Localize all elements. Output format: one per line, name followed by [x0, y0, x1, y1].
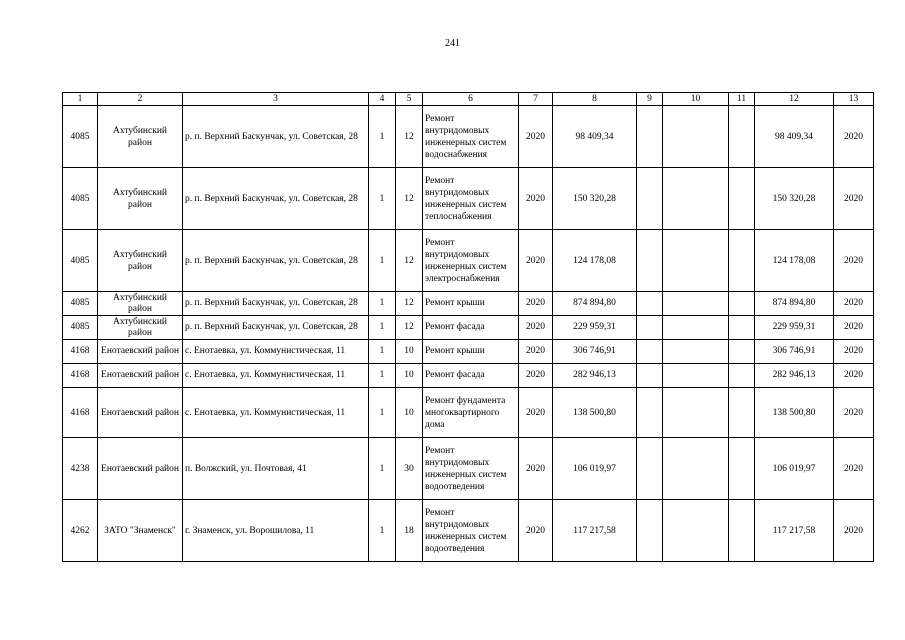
cell-year: 2020 — [519, 292, 553, 316]
cell-address: р. п. Верхний Баскунчак, ул. Советская, 28 — [183, 292, 369, 316]
column-header: 11 — [729, 93, 755, 106]
cell-col4: 1 — [369, 292, 396, 316]
cell-total: 282 946,13 — [755, 364, 834, 388]
cell-col9 — [637, 500, 663, 562]
cell-address: с. Енотаевка, ул. Коммунистическая, 11 — [183, 340, 369, 364]
cell-year: 2020 — [519, 438, 553, 500]
cell-col5: 12 — [396, 316, 423, 340]
cell-col11 — [729, 168, 755, 230]
cell-total: 150 320,28 — [755, 168, 834, 230]
page-number: 241 — [445, 38, 460, 49]
cell-col4: 1 — [369, 340, 396, 364]
cell-address: г. Знаменск, ул. Ворошилова, 11 — [183, 500, 369, 562]
cell-object-id: 4168 — [63, 388, 98, 438]
cell-end-year: 2020 — [834, 438, 874, 500]
cell-total: 124 178,08 — [755, 230, 834, 292]
cell-district: Ахтубинский район — [98, 168, 183, 230]
cell-col11 — [729, 388, 755, 438]
table-row — [63, 388, 874, 438]
cell-district: Ахтубинский район — [98, 316, 183, 340]
cell-work-type: Ремонт фундамента многоквартирного дома — [423, 388, 519, 438]
cell-object-id: 4168 — [63, 364, 98, 388]
cell-address: п. Волжский, ул. Почтовая, 41 — [183, 438, 369, 500]
table-header-row — [63, 93, 874, 106]
cell-col4: 1 — [369, 364, 396, 388]
table-row — [63, 292, 874, 316]
column-header: 5 — [396, 93, 423, 106]
column-header: 8 — [553, 93, 637, 106]
cell-object-id: 4085 — [63, 106, 98, 168]
cell-total: 306 746,91 — [755, 340, 834, 364]
cell-total: 106 019,97 — [755, 438, 834, 500]
table-row — [63, 500, 874, 562]
cell-col4: 1 — [369, 168, 396, 230]
cell-col9 — [637, 168, 663, 230]
table-row — [63, 316, 874, 340]
cell-cost: 124 178,08 — [553, 230, 637, 292]
cell-col5: 12 — [396, 168, 423, 230]
cell-object-id: 4238 — [63, 438, 98, 500]
cell-year: 2020 — [519, 500, 553, 562]
cell-end-year: 2020 — [834, 500, 874, 562]
cell-col4: 1 — [369, 388, 396, 438]
cell-total: 229 959,31 — [755, 316, 834, 340]
column-header: 12 — [755, 93, 834, 106]
cell-year: 2020 — [519, 364, 553, 388]
cell-col11 — [729, 230, 755, 292]
cell-total: 117 217,58 — [755, 500, 834, 562]
cell-end-year: 2020 — [834, 230, 874, 292]
cell-col9 — [637, 106, 663, 168]
table-row — [63, 438, 874, 500]
cell-end-year: 2020 — [834, 316, 874, 340]
cell-col11 — [729, 292, 755, 316]
cell-cost: 874 894,80 — [553, 292, 637, 316]
cell-col9 — [637, 230, 663, 292]
cell-col4: 1 — [369, 106, 396, 168]
cell-work-type: Ремонт крыши — [423, 292, 519, 316]
column-header: 6 — [423, 93, 519, 106]
cell-cost: 98 409,34 — [553, 106, 637, 168]
cell-col4: 1 — [369, 438, 396, 500]
cell-col10 — [663, 438, 729, 500]
cell-district: Ахтубинский район — [98, 230, 183, 292]
column-header: 2 — [98, 93, 183, 106]
cell-col4: 1 — [369, 500, 396, 562]
column-header: 4 — [369, 93, 396, 106]
cell-end-year: 2020 — [834, 388, 874, 438]
cell-object-id: 4262 — [63, 500, 98, 562]
cell-col10 — [663, 168, 729, 230]
column-header: 1 — [63, 93, 98, 106]
cell-total: 874 894,80 — [755, 292, 834, 316]
cell-col5: 12 — [396, 106, 423, 168]
cell-work-type: Ремонт внутридомовых инженерных систем теплоснабжения — [423, 168, 519, 230]
cell-address: р. п. Верхний Баскунчак, ул. Советская, 28 — [183, 230, 369, 292]
cell-col4: 1 — [369, 316, 396, 340]
cell-district: Енотаевский район — [98, 438, 183, 500]
cell-end-year: 2020 — [834, 340, 874, 364]
cell-cost: 306 746,91 — [553, 340, 637, 364]
cell-col10 — [663, 316, 729, 340]
cell-col9 — [637, 388, 663, 438]
cell-address: с. Енотаевка, ул. Коммунистическая, 11 — [183, 364, 369, 388]
cell-year: 2020 — [519, 340, 553, 364]
table-row — [63, 230, 874, 292]
cell-col11 — [729, 364, 755, 388]
cell-col5: 10 — [396, 388, 423, 438]
table-row — [63, 106, 874, 168]
cell-col5: 12 — [396, 230, 423, 292]
cell-district: ЗАТО "Знаменск" — [98, 500, 183, 562]
cell-col10 — [663, 500, 729, 562]
cell-end-year: 2020 — [834, 292, 874, 316]
cell-col9 — [637, 340, 663, 364]
cell-col4: 1 — [369, 230, 396, 292]
cell-col10 — [663, 106, 729, 168]
column-header: 13 — [834, 93, 874, 106]
cell-col11 — [729, 316, 755, 340]
cell-address: р. п. Верхний Баскунчак, ул. Советская, 28 — [183, 106, 369, 168]
repair-register-table — [62, 92, 874, 562]
cell-work-type: Ремонт крыши — [423, 340, 519, 364]
cell-cost: 229 959,31 — [553, 316, 637, 340]
cell-cost: 150 320,28 — [553, 168, 637, 230]
cell-col10 — [663, 292, 729, 316]
cell-object-id: 4085 — [63, 230, 98, 292]
cell-work-type: Ремонт фасада — [423, 364, 519, 388]
cell-col10 — [663, 340, 729, 364]
cell-district: Енотаевский район — [98, 388, 183, 438]
cell-district: Енотаевский район — [98, 364, 183, 388]
cell-cost: 138 500,80 — [553, 388, 637, 438]
cell-work-type: Ремонт внутридомовых инженерных систем водоотведения — [423, 438, 519, 500]
column-header: 3 — [183, 93, 369, 106]
cell-col9 — [637, 316, 663, 340]
table-row — [63, 168, 874, 230]
column-header: 7 — [519, 93, 553, 106]
cell-col9 — [637, 292, 663, 316]
cell-address: с. Енотаевка, ул. Коммунистическая, 11 — [183, 388, 369, 438]
cell-year: 2020 — [519, 316, 553, 340]
column-header: 10 — [663, 93, 729, 106]
cell-district: Ахтубинский район — [98, 292, 183, 316]
cell-col9 — [637, 438, 663, 500]
cell-col11 — [729, 438, 755, 500]
cell-total: 138 500,80 — [755, 388, 834, 438]
column-header: 9 — [637, 93, 663, 106]
cell-end-year: 2020 — [834, 364, 874, 388]
cell-work-type: Ремонт внутридомовых инженерных систем водоснабжения — [423, 106, 519, 168]
cell-year: 2020 — [519, 388, 553, 438]
cell-col10 — [663, 230, 729, 292]
cell-col5: 10 — [396, 340, 423, 364]
cell-object-id: 4085 — [63, 292, 98, 316]
cell-object-id: 4085 — [63, 316, 98, 340]
cell-cost: 117 217,58 — [553, 500, 637, 562]
cell-col10 — [663, 388, 729, 438]
cell-col5: 18 — [396, 500, 423, 562]
cell-col5: 10 — [396, 364, 423, 388]
table-row — [63, 340, 874, 364]
cell-end-year: 2020 — [834, 106, 874, 168]
cell-year: 2020 — [519, 230, 553, 292]
cell-cost: 106 019,97 — [553, 438, 637, 500]
cell-district: Енотаевский район — [98, 340, 183, 364]
cell-col11 — [729, 500, 755, 562]
cell-total: 98 409,34 — [755, 106, 834, 168]
cell-district: Ахтубинский район — [98, 106, 183, 168]
cell-year: 2020 — [519, 106, 553, 168]
cell-col5: 30 — [396, 438, 423, 500]
cell-year: 2020 — [519, 168, 553, 230]
cell-work-type: Ремонт внутридомовых инженерных систем электроснабжения — [423, 230, 519, 292]
cell-col9 — [637, 364, 663, 388]
cell-end-year: 2020 — [834, 168, 874, 230]
table-row — [63, 364, 874, 388]
cell-object-id: 4085 — [63, 168, 98, 230]
cell-address: р. п. Верхний Баскунчак, ул. Советская, 28 — [183, 168, 369, 230]
cell-object-id: 4168 — [63, 340, 98, 364]
cell-col11 — [729, 340, 755, 364]
cell-address: р. п. Верхний Баскунчак, ул. Советская, 28 — [183, 316, 369, 340]
cell-work-type: Ремонт внутридомовых инженерных систем водоотведения — [423, 500, 519, 562]
cell-col11 — [729, 106, 755, 168]
cell-col5: 12 — [396, 292, 423, 316]
cell-work-type: Ремонт фасада — [423, 316, 519, 340]
cell-col10 — [663, 364, 729, 388]
cell-cost: 282 946,13 — [553, 364, 637, 388]
